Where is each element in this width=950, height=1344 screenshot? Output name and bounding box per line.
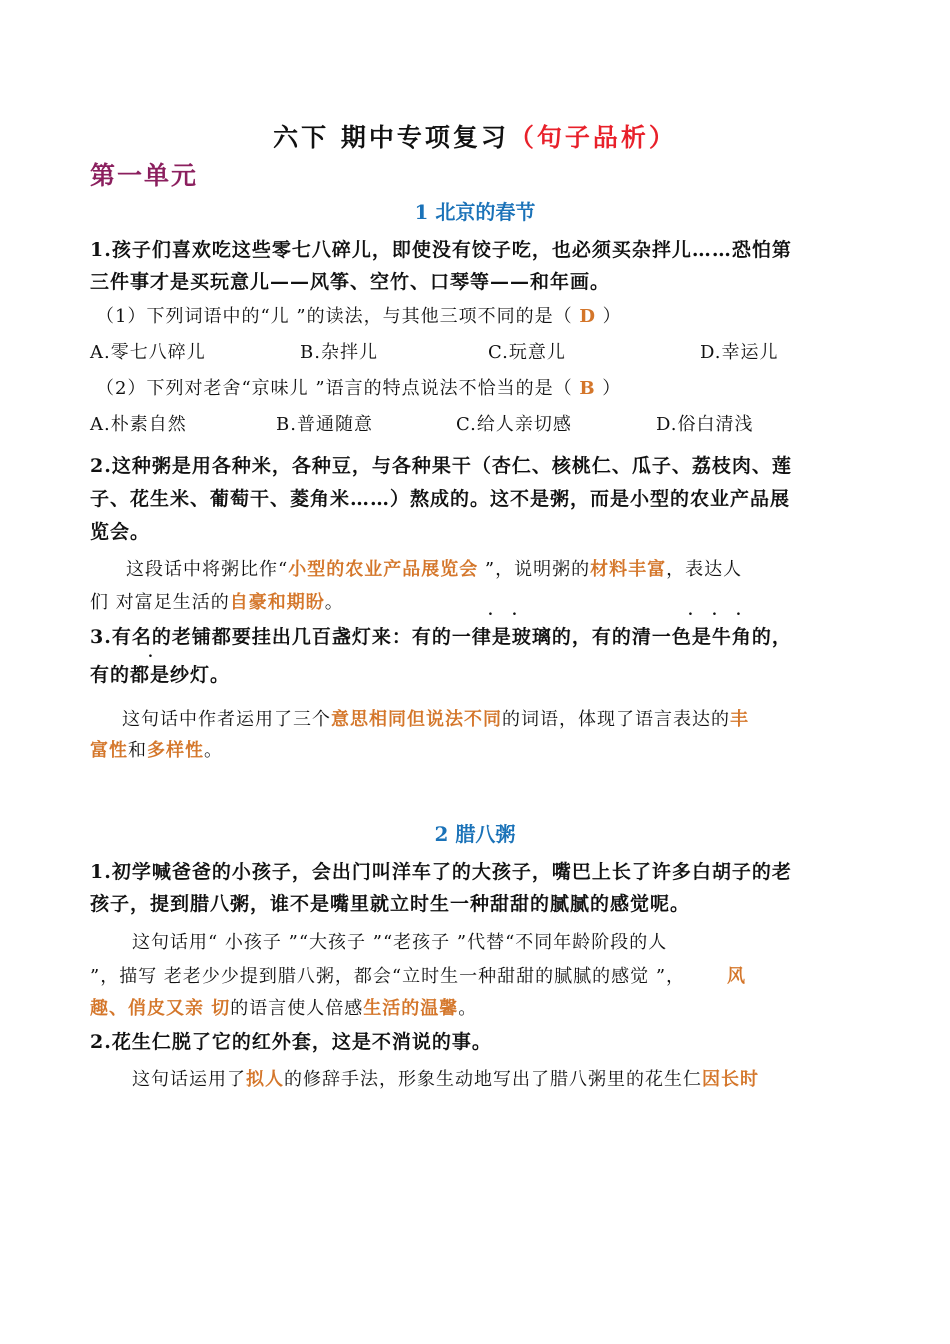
l1-a3-line2 <box>90 736 223 762</box>
l1-q3-line1: 3.有名的老铺都要挂出几百盏灯来：有的一律是玻璃的，有的清一色是牛角的， <box>90 626 792 648</box>
l2-a2-highlight2: 因长时 <box>702 1069 759 1090</box>
l1-a2-text5: 。 <box>324 592 344 613</box>
l2-a2-line1 <box>132 1065 759 1091</box>
l1-q3-line2: 有的都是纱灯。 <box>90 664 231 686</box>
l1-q1-line2: 三件事才是买玩意儿——风筝、空竹、口琴等——和年画。 <box>90 271 611 293</box>
l1-q1-line1: 1.孩子们喜欢吃这些零七八碎儿，即使没有饺子吃，也必须买杂拌儿……恐怕第 <box>90 239 792 261</box>
l1-sub1-option-d: D.幸运儿 <box>700 342 779 363</box>
l1-sub2-option-a: A.朴素自然 <box>90 414 187 435</box>
l1-sub1-suffix: ） <box>595 306 622 327</box>
l1-a2-text1: 这段话中将粥比作“ <box>126 559 289 580</box>
emphasis-dot: . <box>688 603 693 619</box>
l2-q2-line1: 2.花生仁脱了它的红外套，这是不消说的事。 <box>90 1031 492 1053</box>
l1-sub1 <box>96 302 622 328</box>
l1-sub1-answer: D <box>579 306 596 327</box>
l2-q1-line2: 孩子，提到腊八粥，谁不是嘴里就立时生一种甜甜的腻腻的感觉呢。 <box>90 893 691 915</box>
l1-a2-line2 <box>90 588 344 614</box>
l1-a3-highlight2: 丰 <box>730 709 749 730</box>
l1-sub1-option-c: C.玩意儿 <box>488 342 566 363</box>
l2-a1-text3: 。 <box>458 998 478 1019</box>
l1-a3-text1: 这句话中作者运用了三个 <box>122 709 331 730</box>
l1-a2-text2: ”，说明粥的 <box>478 559 591 580</box>
l1-a3-text4: 。 <box>204 740 223 761</box>
l1-sub2-option-d: D.俗白清浅 <box>656 414 754 435</box>
l1-a3-highlight1: 意思相同但说法不同 <box>331 709 502 730</box>
l2-a1-highlight3: 生活的温馨 <box>363 998 459 1019</box>
emphasis-dot: . <box>148 645 153 661</box>
page-title <box>0 118 950 154</box>
emphasis-dot: . <box>512 603 517 619</box>
l2-a1-line2 <box>90 962 746 988</box>
l1-q2-line2: 子、花生米、葡萄干、菱角米……）熬成的。这不是粥，而是小型的农业产品展 <box>90 488 791 510</box>
l1-sub2-prefix: （2）下列对老舍“京味儿 ”语言的特点说法不恰当的是（ <box>96 378 580 399</box>
emphasis-dot: . <box>712 603 717 619</box>
emphasis-dot: . <box>488 603 493 619</box>
l2-a1-text2: 的语言使人倍感 <box>230 998 364 1019</box>
l1-a3-text3: 和 <box>128 740 147 761</box>
l1-a3-line1 <box>122 705 749 731</box>
l2-a1-highlight2: 趣、俏皮又亲 切 <box>90 998 231 1019</box>
l2-a2-text1: 这句话运用了 <box>132 1069 246 1090</box>
l1-sub2-answer: B <box>579 378 596 399</box>
l2-a1-text1: ”，描写 老老少少提到腊八粥，都会“立时生一种甜甜的腻腻的感觉 ”， <box>90 966 686 987</box>
l1-sub1-prefix: （1）下列词语中的“儿 ”的读法，与其他三项不同的是（ <box>96 306 580 327</box>
l2-a2-text2: 的修辞手法，形象生动地写出了腊八粥里的花生仁 <box>284 1069 702 1090</box>
l1-sub1-option-a: A.零七八碎儿 <box>90 342 206 363</box>
lesson2-heading: 2 腊八粥 <box>434 822 516 846</box>
l1-sub2-option-c: C.给人亲切感 <box>456 414 572 435</box>
l2-a1-highlight1: 风 <box>727 966 747 987</box>
l1-sub2-option-b: B.普通随意 <box>276 414 373 435</box>
l1-q2-line3: 览会。 <box>90 521 151 543</box>
title-accent: （句子品析） <box>508 123 677 152</box>
lesson1-heading: 1 北京的春节 <box>414 200 536 224</box>
emphasis-dot: . <box>736 603 741 619</box>
l1-a2-text4: 们 对富足生活的 <box>90 592 230 613</box>
l1-a2-text3: ，表达人 <box>666 559 743 580</box>
unit-heading: 第一单元 <box>90 161 199 190</box>
l1-q2-line1: 2.这种粥是用各种米，各种豆，与各种果干（杏仁、核桃仁、瓜子、荔枝肉、莲 <box>90 455 792 477</box>
l1-a3-highlight4: 多样性 <box>147 740 204 761</box>
l1-a3-highlight3: 富性 <box>90 740 128 761</box>
l1-sub2 <box>96 374 621 400</box>
l1-a2-highlight2: 材料丰富 <box>590 559 667 580</box>
l1-sub2-suffix: ） <box>595 378 622 399</box>
l2-a1-line1: 这句话用“ 小孩子 ”“大孩子 ”“老孩子 ”代替“不同年龄阶段的人 <box>132 932 668 953</box>
l1-a2-line1 <box>126 555 742 581</box>
l1-a2-highlight3: 自豪和期盼 <box>229 592 325 613</box>
l2-a1-line3 <box>90 994 477 1020</box>
title-main: 六下 期中专项复习 <box>273 123 509 152</box>
l1-sub1-option-b: B.杂拌儿 <box>300 342 378 363</box>
l2-a2-highlight1: 拟人 <box>246 1069 284 1090</box>
l1-a3-text2: 的词语，体现了语言表达的 <box>502 709 730 730</box>
l2-q1-line1: 1.初学喊爸爸的小孩子，会出门叫洋车了的大孩子，嘴巴上长了许多白胡子的老 <box>90 861 792 883</box>
l1-a2-highlight1: 小型的农业产品展览会 <box>288 559 479 580</box>
